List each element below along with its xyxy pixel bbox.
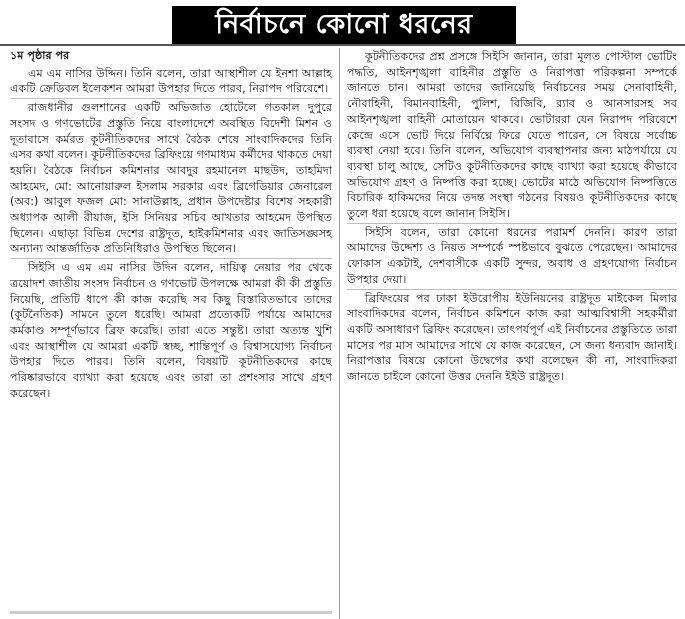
left-paragraph-1: এম এম নাসির উদ্দিন। তিনি বলেন, তারা আস্থাশীল যে ইনশা আল্লাহ একটি ক্রেডিবল ইলেকশন আমরা উপহার দিতে পারব, নিরাপদ পরিবেশে। <box>10 65 332 99</box>
left-paragraph-2: রাজধানীর গুলশানের একটি অভিজাত হোটেলে গতকাল দুপুরে সংসদ ও গণভোটের প্রস্তুতি নিয়ে বাংলাদেশে অবস্থিত বিদেশী মিশন ও দূতাবাসে কর্মরত কূটনীতিকদের সাথে বৈঠক শেষে সাংবাদিকদের তিনি এসব কথা বলেন। কূটনীতিকদের ব্রিফিংয়ে গণমাধ্যম কর্মীদের থাকতে দেয়া হয়নি। বৈঠকে নির্বাচন কমিশনার আবদুর রহমানেল মাছউদ, তাহমিদা আহমেদ, মো: আনোয়ারুল ইসলাম সরকার এবং ব্রিগেডিয়ার জেনারেল (অব:) আবুল ফজল মো: সানাউল্লাহ, প্রধান উপদেষ্টার বিশেষ সহকারী অধ্যাপক আলী রীয়াজ, ইসি সিনিয়র সচিব আখতার আহমেদ উপস্থিত ছিলেন। এছাড়া বিভিন্ন দেশের রাষ্ট্রদূত, হাইকমিশনার এবং জাতিসঙ্ঘসহ অন্যান্য আন্তর্জাতিক প্রতিনিধিরাও উপস্থিত ছিলেন। <box>10 99 332 259</box>
right-column <box>347 48 677 386</box>
right-paragraph-1: কূটনীতিকদের প্রশ্ন প্রসঙ্গে সিইসি জানান, তারা মূলত পোস্টাল ভোটিং পদ্ধতি, আইনশৃঙ্খলা বাহিনীর প্রস্তুতি ও নিরাপত্তা পরিকল্পনা সম্পর্কে জানতে চান। আমরা তাদের জানিয়েছি নির্বাচনের সময় সেনাবাহিনী, নৌবাহিনী, বিমানবাহিনী, পুলিশ, বিজিবি, র‍্যাব ও আনসারসহ সব আইনশৃঙ্খলা বাহিনী মোতায়েন থাকবে। ভোটাররা যেন নিরাপদ পরিবেশে কেন্দ্রে এসে ভোট দিয়ে নির্বিঘ্নে ফিরে যেতে পারেন, সে বিষয়ে সর্বোচ্চ ব্যবস্থা নেয়া হবে। তিনি বলেন, অভিযোগ ব্যবস্থাপনার জন্য মাঠপর্যায়ে যে ব্যবস্থা চালু আছে, সেটিও কূটনীতিকদের কাছে ব্যাখ্যা করা হয়েছে কীভাবে অভিযোগ গ্রহণ ও নিষ্পত্তি করা হচ্ছে। ভোটের মাঠে অভিযোগ নিষ্পত্তিতে বিচারিক হাকিমদের নিয়ে তদন্ত সংস্থা গঠনের বিষয়ও কূটনীতিকদের কাছে তুলে ধরা হয়েছে বলে জানান সিইসি। <box>347 48 677 224</box>
column-divider <box>339 48 340 619</box>
bottom-rule <box>10 611 332 614</box>
headline-rule <box>0 44 685 46</box>
continuation-reference: ১ম পৃষ্ঠার পর <box>10 49 70 62</box>
left-column <box>10 48 332 402</box>
left-paragraph-3: সিইসি এ এম এম নাসির উদিন বলেন, দায়িত্ব নেয়ার পর থেকে ত্রয়োদশ জাতীয় সংসদ নির্বাচন ও গণভোট উপলক্ষে আমরা কী কী প্রস্তুতি নিয়েছি, প্রতিটি ধাপে কী কাজ করেছি সব কিছু বিস্তারিতভাবে তাদের (কূটনৈতিক) সামনে তুলে ধরেছি। আমরা প্রত্যেকটি পর্যায়ে আমাদের কর্মকাণ্ড সম্পূর্ণভাবে ব্রিফ করেছি। তারা এতে সন্তুষ্ট। তারা অত্যন্ত খুশি এবং আস্থাশীল যে আমরা একটি স্বচ্ছ, শান্তিপূর্ণ ও বিশ্বাসযোগ্য নির্বাচন উপহার দিতে পারব। তিনি বলেন, বিষয়টি কূটনীতিকদের কাছে পরিষ্কারভাবে ব্যাখ্যা করা হয়েছে এবং তারা তা প্রশংসার সাথে গ্রহণ করেছেন। <box>10 261 332 400</box>
headline: নির্বাচনে কোনো ধরনের <box>172 6 516 44</box>
right-paragraph-2: সিইসি বলেন, তারা কোনো ধরনের পরামর্শ দেননি। কারণ তারা আমাদের উদ্দেশ্য ও নিয়ত সম্পর্কে স্পষ্টভাবে বুঝতে পেরেছেন। আমাদের ফোকাস একটাই, দেশবাসীকে একটি সুন্দর, অবাধ ও গ্রহণযোগ্য নির্বাচন উপহার দেয়া। <box>347 224 677 290</box>
right-paragraph-3: ব্রিফিংয়ের পর ঢাকা ইউরোপীয় ইউনিয়নের রাষ্ট্রদূত মাইকেল মিলার সাংবাদিকদের বলেন, নির্বাচন কমিশনে কাজ করা আত্মবিশ্বাসী সহকর্মীরা একটি অসাধারণ ব্রিফিং করেছেন। তাৎপর্যপূর্ণ এই নির্বাচনের প্রস্তুতিতে তারা মাসের পর মাস আমাদের সাথে যে কাজ করেছেন, সে জন্য ধন্যবাদ জানাই। নিরাপত্তার বিষয়ে কোনো উদ্বেগের কথা বলেছেন কী না, সাংবাদিকরা জানতে চাইলে কোনো উত্তর দেননি ইইউ রাষ্ট্রদূত। <box>347 291 677 384</box>
